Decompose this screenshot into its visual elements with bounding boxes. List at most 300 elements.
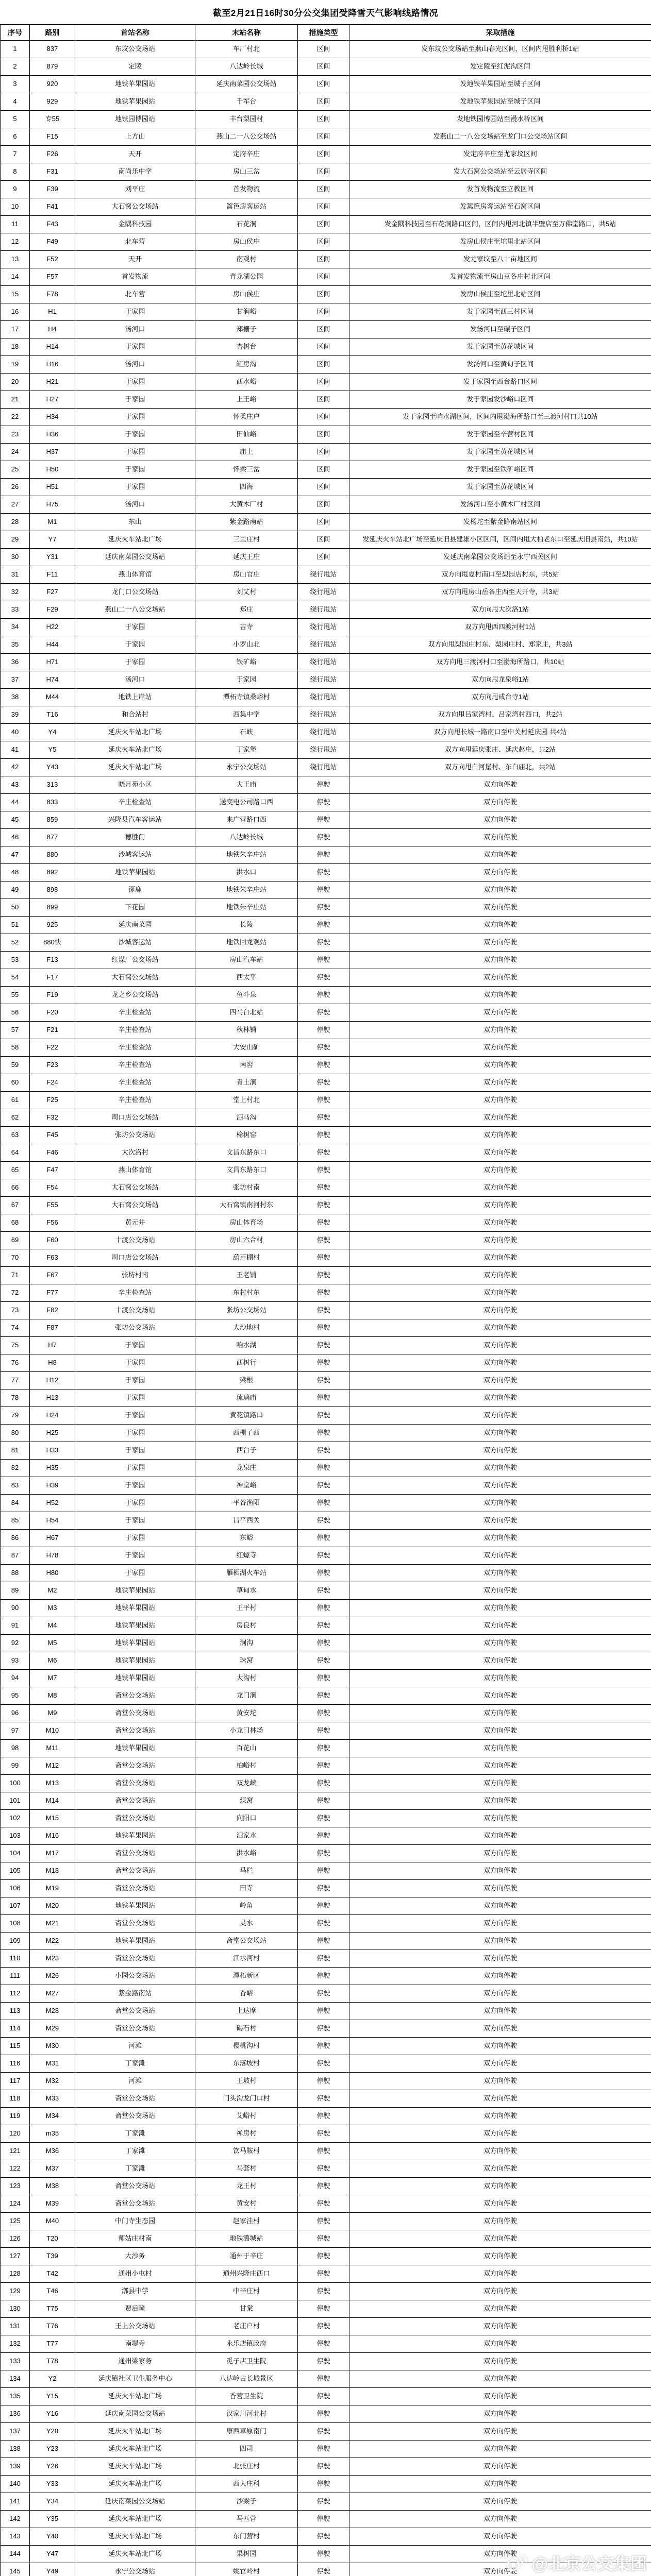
cell-first-stop: 地铁苹果园站: [75, 1635, 195, 1652]
cell-last-stop: 地铁朱辛庄站: [195, 846, 298, 864]
cell-route: H13: [30, 1389, 75, 1407]
cell-last-stop: 南窖: [195, 1057, 298, 1074]
cell-route: F77: [30, 1284, 75, 1302]
page-title: 截至2月21日16时30分公交集团受降雪天气影响线路情况: [0, 0, 651, 24]
header-last-stop: 末站名称: [195, 25, 298, 41]
table-row: [1, 93, 651, 111]
cell-measure: 双方向停驶: [349, 2265, 651, 2283]
table-row: [1, 1337, 651, 1354]
table-row: [1, 268, 651, 286]
cell-serial: 19: [1, 356, 30, 374]
table-row: [1, 58, 651, 76]
cell-measure: 双方向甩白河堡村、东白庙北，共2站: [349, 759, 651, 776]
cell-measure: 发于家园至辛营村区间: [349, 426, 651, 444]
cell-first-stop: 延庆南菜园: [75, 917, 195, 934]
cell-measure: 双方向停驶: [349, 1337, 651, 1354]
table-row: [1, 1144, 651, 1162]
cell-serial: 31: [1, 566, 30, 584]
cell-first-stop: 于家园: [75, 409, 195, 426]
cell-last-stop: 东村村东: [195, 1284, 298, 1302]
cell-route: H67: [30, 1530, 75, 1547]
cell-serial: 43: [1, 776, 30, 794]
cell-route: 925: [30, 917, 75, 934]
cell-first-stop: 北车营: [75, 233, 195, 251]
cell-serial: 28: [1, 514, 30, 531]
cell-measure-type: 绕行甩站: [298, 601, 349, 619]
cell-route: M37: [30, 2160, 75, 2178]
cell-first-stop: 东坟公交场站: [75, 41, 195, 58]
cell-last-stop: 青龙湖公园: [195, 268, 298, 286]
table-row: [1, 2178, 651, 2195]
cell-first-stop: 斋堂公交场站: [75, 2178, 195, 2195]
cell-first-stop: 德胜门: [75, 829, 195, 846]
cell-measure: 双方向停驶: [349, 1267, 651, 1284]
cell-route: 920: [30, 76, 75, 93]
table-row: [1, 776, 651, 794]
cell-serial: 129: [1, 2283, 30, 2300]
table-row: [1, 1074, 651, 1092]
cell-serial: 122: [1, 2160, 30, 2178]
cell-measure-type: 绕行甩站: [298, 759, 349, 776]
cell-first-stop: 北车营: [75, 286, 195, 303]
cell-measure: 双方向停驶: [349, 2388, 651, 2405]
cell-measure-type: 停驶: [298, 2178, 349, 2195]
cell-route: M23: [30, 1950, 75, 1968]
cell-measure-type: 停驶: [298, 1214, 349, 1232]
cell-first-stop: 地铁苹果园站: [75, 1740, 195, 1757]
cell-last-stop: 吉寺: [195, 619, 298, 636]
cell-serial: 57: [1, 1022, 30, 1039]
cell-measure: 双方向甩西四渡河村1站: [349, 619, 651, 636]
cell-serial: 90: [1, 1600, 30, 1617]
cell-serial: 126: [1, 2230, 30, 2248]
table-row: [1, 198, 651, 216]
cell-measure: 双方向停驶: [349, 1074, 651, 1092]
cell-last-stop: 龙门涧: [195, 1687, 298, 1705]
cell-measure: 双方向甩夏村南口至梨园店村东，共5站: [349, 566, 651, 584]
cell-serial: 52: [1, 934, 30, 952]
cell-last-stop: 三里庄村: [195, 531, 298, 549]
table-row: [1, 426, 651, 444]
cell-last-stop: 文昌东路东口: [195, 1144, 298, 1162]
cell-route: Y20: [30, 2423, 75, 2441]
cell-last-stop: 老庄户村: [195, 2318, 298, 2335]
cell-first-stop: 斋堂公交场站: [75, 1792, 195, 1810]
cell-first-stop: 丁家滩: [75, 2125, 195, 2143]
cell-route: H50: [30, 461, 75, 479]
cell-route: 898: [30, 882, 75, 899]
table-row: [1, 146, 651, 163]
cell-last-stop: 来广营路口西: [195, 811, 298, 829]
cell-route: H52: [30, 1495, 75, 1512]
cell-last-stop: 王老铺: [195, 1267, 298, 1284]
cell-serial: 141: [1, 2493, 30, 2511]
cell-last-stop: 香峪: [195, 1985, 298, 2003]
cell-measure-type: 停驶: [298, 1530, 349, 1547]
cell-route: M38: [30, 2178, 75, 2195]
cell-last-stop: 黄安坨: [195, 1705, 298, 1722]
cell-measure-type: 停驶: [298, 2458, 349, 2476]
cell-route: M31: [30, 2055, 75, 2073]
cell-last-stop: 南观村: [195, 251, 298, 268]
cell-last-stop: 大沟村: [195, 1670, 298, 1687]
cell-route: F78: [30, 286, 75, 303]
cell-last-stop: 延庆南菜园公交场站: [195, 76, 298, 93]
cell-measure: 双方向停驶: [349, 1652, 651, 1670]
cell-first-stop: 辛庄检查站: [75, 1039, 195, 1057]
cell-route: H4: [30, 321, 75, 338]
cell-serial: 116: [1, 2055, 30, 2073]
table-row: [1, 111, 651, 128]
table-row: [1, 584, 651, 601]
cell-serial: 101: [1, 1792, 30, 1810]
cell-first-stop: 漷县中学: [75, 2283, 195, 2300]
table-row: [1, 1092, 651, 1109]
cell-route: Y35: [30, 2511, 75, 2528]
cell-first-stop: 于家园: [75, 338, 195, 356]
table-row: [1, 882, 651, 899]
cell-last-stop: 地铁潞城站: [195, 2230, 298, 2248]
cell-last-stop: 西集中学: [195, 706, 298, 724]
cell-last-stop: 琉璃庙: [195, 1389, 298, 1407]
cell-first-stop: 大石窝公交场站: [75, 969, 195, 987]
cell-serial: 65: [1, 1162, 30, 1179]
table-row: [1, 461, 651, 479]
cell-serial: 6: [1, 128, 30, 146]
cell-first-stop: 中门寺生态园: [75, 2213, 195, 2230]
cell-last-stop: 禅房村: [195, 2125, 298, 2143]
cell-serial: 111: [1, 1968, 30, 1985]
cell-last-stop: 泗家水: [195, 1827, 298, 1845]
cell-route: M7: [30, 1670, 75, 1687]
cell-last-stop: 紫金路南站: [195, 514, 298, 531]
cell-measure: 双方向停驶: [349, 1460, 651, 1477]
table-row: [1, 1600, 651, 1617]
cell-measure: 发定陵至红泥沟区间: [349, 58, 651, 76]
cell-route: F87: [30, 1319, 75, 1337]
cell-route: H16: [30, 356, 75, 374]
cell-measure-type: 停驶: [298, 1039, 349, 1057]
table-body: [1, 41, 651, 2576]
cell-measure: 双方向停驶: [349, 1477, 651, 1495]
table-row: [1, 2230, 651, 2248]
cell-serial: 140: [1, 2476, 30, 2493]
cell-serial: 2: [1, 58, 30, 76]
cell-serial: 109: [1, 1933, 30, 1950]
cell-measure: 双方向停驶: [349, 2423, 651, 2441]
cell-route: H80: [30, 1565, 75, 1582]
cell-route: M14: [30, 1792, 75, 1810]
cell-route: H24: [30, 1407, 75, 1425]
cell-serial: 49: [1, 882, 30, 899]
cell-last-stop: 洪水口: [195, 864, 298, 882]
cell-first-stop: 于家园: [75, 619, 195, 636]
cell-route: 879: [30, 58, 75, 76]
cell-serial: 21: [1, 391, 30, 409]
cell-measure: 双方向停驶: [349, 1022, 651, 1039]
cell-first-stop: 延庆南菜园公交场站: [75, 549, 195, 566]
cell-serial: 61: [1, 1092, 30, 1109]
cell-serial: 118: [1, 2090, 30, 2108]
cell-measure: 发金隅科技园至石花洞路口区间，区间内甩河北镇半壁店至万佛堂路口，共5站: [349, 216, 651, 233]
cell-route: M34: [30, 2108, 75, 2125]
cell-measure-type: 停驶: [298, 1845, 349, 1862]
cell-last-stop: 平谷渔阳: [195, 1495, 298, 1512]
table-row: [1, 2248, 651, 2265]
cell-route: F57: [30, 268, 75, 286]
cell-last-stop: 郑栅子: [195, 321, 298, 338]
cell-serial: 88: [1, 1565, 30, 1582]
cell-measure-type: 停驶: [298, 2546, 349, 2563]
cell-route: H33: [30, 1442, 75, 1460]
table-row: [1, 1214, 651, 1232]
cell-measure-type: 停驶: [298, 1810, 349, 1827]
cell-measure: 双方向停驶: [349, 1985, 651, 2003]
cell-first-stop: 斋堂公交场站: [75, 1915, 195, 1933]
cell-route: H44: [30, 636, 75, 654]
cell-route: F27: [30, 584, 75, 601]
cell-measure-type: 停驶: [298, 2476, 349, 2493]
cell-serial: 71: [1, 1267, 30, 1284]
cell-last-stop: 上王峪: [195, 391, 298, 409]
cell-measure: 双方向停驶: [349, 2090, 651, 2108]
cell-measure-type: 区间: [298, 251, 349, 268]
cell-measure-type: 停驶: [298, 2563, 349, 2576]
cell-measure-type: 停驶: [298, 969, 349, 987]
cell-last-stop: 怀柔三岔: [195, 461, 298, 479]
cell-measure: 双方向停驶: [349, 1950, 651, 1968]
cell-serial: 7: [1, 146, 30, 163]
cell-measure: 双方向停驶: [349, 1389, 651, 1407]
cell-measure: 双方向停驶: [349, 1425, 651, 1442]
table-row: [1, 2388, 651, 2405]
table-row: [1, 2476, 651, 2493]
cell-measure-type: 区间: [298, 409, 349, 426]
cell-measure: 双方向停驶: [349, 1197, 651, 1214]
cell-route: H37: [30, 444, 75, 461]
cell-route: M32: [30, 2073, 75, 2090]
cell-serial: 36: [1, 654, 30, 671]
cell-measure: 发地铁苹果园站至城子区间: [349, 93, 651, 111]
cell-first-stop: 地铁苹果园站: [75, 1617, 195, 1635]
cell-first-stop: 张坊公交场站: [75, 1127, 195, 1144]
cell-route: F24: [30, 1074, 75, 1092]
cell-first-stop: 兴隆县汽车客运站: [75, 811, 195, 829]
cell-first-stop: 延庆南菜园公交场站: [75, 2405, 195, 2423]
cell-measure-type: 绕行甩站: [298, 724, 349, 741]
cell-last-stop: 红螺寺: [195, 1547, 298, 1565]
cell-measure-type: 停驶: [298, 1512, 349, 1530]
cell-measure: 双方向停驶: [349, 811, 651, 829]
cell-serial: 74: [1, 1319, 30, 1337]
cell-measure: 双方向停驶: [349, 1670, 651, 1687]
cell-measure: 双方向停驶: [349, 1092, 651, 1109]
cell-measure-type: 停驶: [298, 2195, 349, 2213]
table-row: [1, 1512, 651, 1530]
cell-first-stop: 地铁苹果园站: [75, 1827, 195, 1845]
table-row: [1, 759, 651, 776]
cell-measure: 双方向停驶: [349, 952, 651, 969]
table-row: [1, 2020, 651, 2038]
cell-first-stop: 黄元井: [75, 1214, 195, 1232]
cell-serial: 108: [1, 1915, 30, 1933]
cell-measure-type: 区间: [298, 93, 349, 111]
cell-measure-type: 区间: [298, 496, 349, 514]
cell-serial: 3: [1, 76, 30, 93]
cell-serial: 96: [1, 1705, 30, 1722]
cell-measure: 双方向停驶: [349, 1232, 651, 1249]
cell-measure-type: 停驶: [298, 1232, 349, 1249]
cell-serial: 42: [1, 759, 30, 776]
cell-measure: 双方向停驶: [349, 2335, 651, 2353]
cell-measure: 双方向停驶: [349, 2528, 651, 2546]
cell-serial: 120: [1, 2125, 30, 2143]
cell-measure-type: 停驶: [298, 2160, 349, 2178]
table-row: [1, 1162, 651, 1179]
table-row: [1, 1933, 651, 1950]
cell-first-stop: 于家园: [75, 374, 195, 391]
cell-last-stop: 柏峪村: [195, 1757, 298, 1775]
cell-first-stop: 燕山体育馆: [75, 566, 195, 584]
cell-first-stop: 沙城客运站: [75, 846, 195, 864]
cell-first-stop: 辛庄检查站: [75, 1057, 195, 1074]
cell-serial: 32: [1, 584, 30, 601]
cell-measure-type: 区间: [298, 338, 349, 356]
cell-last-stop: 江水河村: [195, 1950, 298, 1968]
cell-measure: 双方向停驶: [349, 1827, 651, 1845]
cell-measure: 双方向停驶: [349, 1214, 651, 1232]
cell-last-stop: 青土涧: [195, 1074, 298, 1092]
cell-first-stop: 斋堂公交场站: [75, 1845, 195, 1862]
cell-serial: 131: [1, 2318, 30, 2335]
cell-measure-type: 停驶: [298, 1705, 349, 1722]
cell-last-stop: 门头沟龙门口村: [195, 2090, 298, 2108]
watermark-text: @北京公交集团: [532, 2551, 647, 2574]
table-row: [1, 1740, 651, 1757]
table-row: [1, 1845, 651, 1862]
cell-measure: 双方向停驶: [349, 1600, 651, 1617]
cell-measure-type: 停驶: [298, 1389, 349, 1407]
cell-serial: 9: [1, 181, 30, 198]
cell-last-stop: 怀柔庄户: [195, 409, 298, 426]
cell-route: H27: [30, 391, 75, 409]
cell-first-stop: 延庆火车站北广场: [75, 759, 195, 776]
cell-first-stop: 河滩: [75, 2038, 195, 2055]
cell-last-stop: 沙梁子: [195, 2493, 298, 2511]
cell-measure: 发地铁苹果园站至城子区间: [349, 76, 651, 93]
cell-route: F46: [30, 1144, 75, 1162]
cell-last-stop: 庙上: [195, 444, 298, 461]
cell-measure: 发于家园至西三村区间: [349, 303, 651, 321]
cell-serial: 106: [1, 1880, 30, 1897]
cell-serial: 56: [1, 1004, 30, 1022]
cell-route: 892: [30, 864, 75, 882]
cell-measure-type: 区间: [298, 531, 349, 549]
cell-serial: 121: [1, 2143, 30, 2160]
cell-last-stop: 东峪: [195, 1530, 298, 1547]
cell-serial: 134: [1, 2370, 30, 2388]
cell-measure: 发汤河口至碾子区间: [349, 321, 651, 338]
cell-first-stop: 汤河口: [75, 356, 195, 374]
table-row: [1, 391, 651, 409]
cell-first-stop: 丁家滩: [75, 2055, 195, 2073]
cell-measure: 双方向停驶: [349, 1845, 651, 1862]
cell-serial: 10: [1, 198, 30, 216]
table-row: [1, 163, 651, 181]
cell-last-stop: 西栅子西: [195, 1425, 298, 1442]
cell-last-stop: 珠窝: [195, 1652, 298, 1670]
cell-serial: 119: [1, 2108, 30, 2125]
cell-route: F41: [30, 198, 75, 216]
cell-route: F43: [30, 216, 75, 233]
cell-first-stop: 于家园: [75, 391, 195, 409]
cell-last-stop: 小罗山北: [195, 636, 298, 654]
cell-serial: 66: [1, 1179, 30, 1197]
cell-route: T75: [30, 2300, 75, 2318]
cell-last-stop: 康西草原南门: [195, 2423, 298, 2441]
cell-measure: 双方向停驶: [349, 2563, 651, 2576]
cell-last-stop: 梁根: [195, 1372, 298, 1389]
cell-first-stop: 辛庄检查站: [75, 794, 195, 811]
cell-route: 880快: [30, 934, 75, 952]
cell-measure-type: 区间: [298, 444, 349, 461]
cell-first-stop: 张坊村南: [75, 1267, 195, 1284]
cell-last-stop: 甘涧峪: [195, 303, 298, 321]
table-row: [1, 2055, 651, 2073]
table-row: [1, 601, 651, 619]
cell-serial: 38: [1, 689, 30, 706]
cell-first-stop: 汤河口: [75, 496, 195, 514]
cell-first-stop: 延庆火车站北广场: [75, 724, 195, 741]
cell-route: F56: [30, 1214, 75, 1232]
cell-first-stop: 辛庄检查站: [75, 1022, 195, 1039]
cell-last-stop: 马套村: [195, 2160, 298, 2178]
cell-serial: 113: [1, 2003, 30, 2020]
table-row: [1, 2318, 651, 2335]
cell-route: 833: [30, 794, 75, 811]
cell-first-stop: 延庆火车站北广场: [75, 2441, 195, 2458]
cell-first-stop: 辛庄检查站: [75, 1284, 195, 1302]
cell-serial: 125: [1, 2213, 30, 2230]
cell-first-stop: 丁家滩: [75, 2160, 195, 2178]
cell-last-stop: 房山体育场: [195, 1214, 298, 1232]
table-row: [1, 2160, 651, 2178]
cell-first-stop: 丁家滩: [75, 2143, 195, 2160]
cell-route: Y33: [30, 2476, 75, 2493]
cell-measure-type: 停驶: [298, 829, 349, 846]
table-row: [1, 706, 651, 724]
table-row: [1, 1249, 651, 1267]
cell-first-stop: 斋堂公交场站: [75, 1775, 195, 1792]
cell-first-stop: 刘平庄: [75, 181, 195, 198]
table-row: [1, 952, 651, 969]
cell-first-stop: 大石窝公交场站: [75, 198, 195, 216]
cell-route: Y40: [30, 2528, 75, 2546]
table-row: [1, 1757, 651, 1775]
cell-measure-type: 区间: [298, 146, 349, 163]
cell-route: F67: [30, 1267, 75, 1284]
cell-measure: 发燕山二一八公交场站至龙门口公交场站区间: [349, 128, 651, 146]
cell-measure: 双方向停驶: [349, 1495, 651, 1512]
cell-measure-type: 停驶: [298, 2423, 349, 2441]
cell-first-stop: 延庆镇社区卫生服务中心: [75, 2370, 195, 2388]
cell-measure-type: 停驶: [298, 1915, 349, 1933]
cell-route: Y26: [30, 2458, 75, 2476]
cell-measure-type: 区间: [298, 76, 349, 93]
cell-last-stop: 马匹营: [195, 2511, 298, 2528]
table-row: [1, 2546, 651, 2563]
cell-serial: 18: [1, 338, 30, 356]
